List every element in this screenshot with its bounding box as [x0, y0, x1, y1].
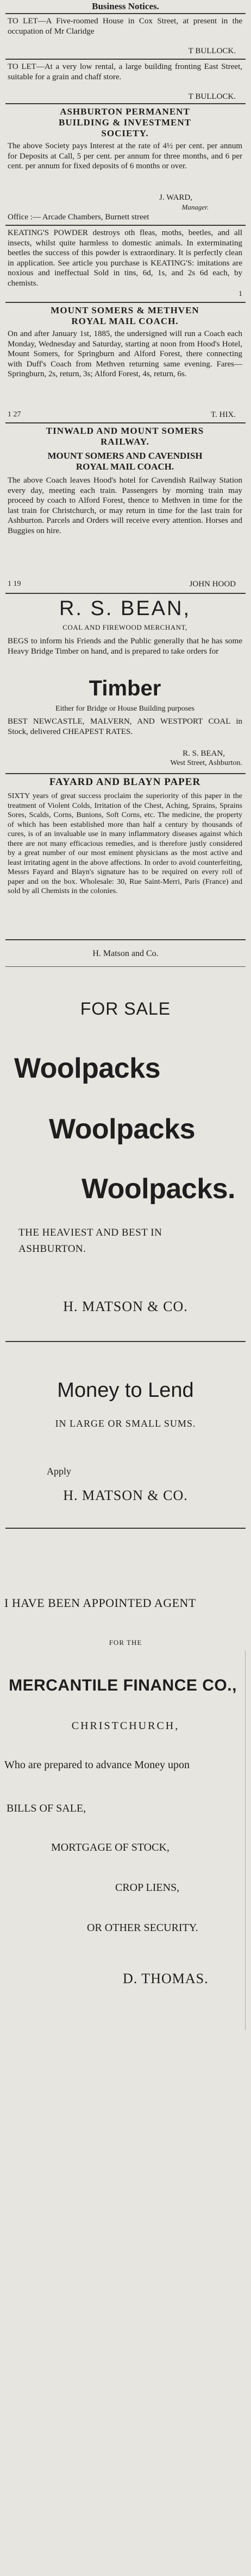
woolpacks-line-1: Woolpacks [14, 1053, 161, 1084]
ad-house-to-let-1 [8, 16, 242, 36]
divider [5, 103, 246, 104]
divider [5, 966, 246, 967]
fayard-title: FAYARD AND BLAYN PAPER [49, 776, 201, 788]
ad-text: TO LET—At a very low rental, a large building fronting East Street, suitable for a grain and chaff store. [8, 62, 242, 81]
agent-item-bills: BILLS OF SALE, [7, 1802, 86, 1814]
coach-title: MOUNT SOMERS & METHVEN [51, 305, 199, 315]
ad-number: 1 19 [8, 580, 21, 588]
money-apply: Apply [47, 1466, 71, 1477]
divider [5, 773, 246, 774]
money-signature: H. MATSON & CO. [63, 1488, 188, 1503]
bean-text: BEGS to inform his Friends and the Public generally that he has some Heavy Bridge Timber on hand, and is prepared to take orders for [8, 637, 242, 656]
ad-text: TO LET—A Five-roomed House in Cox Street, at present in the occupation of Mr Claridge [8, 17, 242, 36]
coach-title-2: ROYAL MAIL COACH. [71, 316, 179, 326]
agent-place: CHRISTCHURCH, [71, 1720, 180, 1732]
divider [5, 939, 246, 940]
agent-item-mortgage: MORTGAGE OF STOCK, [51, 1841, 170, 1853]
ad-house-to-let-2 [8, 62, 242, 82]
ad-number: 1 [239, 290, 242, 298]
tinwald-text: The above Coach leaves Hood's hotel for Cavendish Railway Station every day, meeting each train. Passengers by morning train may proceed by coach to Alford Forest, thence to Methven in time for the last train for Christchurch, or may return in time for the last train for Ashburton. Parcels and Orders will receive every attention. Horses and Buggies on hire. [8, 476, 242, 535]
agent-line: I HAVE BEEN APPOINTED AGENT [4, 1596, 196, 1610]
page-edge-mark [245, 1650, 250, 2030]
ad-signature: T BULLOCK. [188, 47, 236, 55]
divider [5, 225, 246, 226]
ad-signature: T. HIX. [211, 410, 236, 419]
ad-signature-role: Manager. [181, 203, 209, 211]
divider [5, 1341, 246, 1342]
money-to-lend-title: Money to Lend [57, 1379, 194, 1402]
agent-item-other: OR OTHER SECURITY. [87, 1922, 198, 1934]
building-society-title-3: SOCIETY. [101, 128, 149, 138]
money-sub: IN LARGE OR SMALL SUMS. [55, 1418, 196, 1429]
bean-timber: Timber [89, 676, 161, 700]
for-sale-heading: FOR SALE [80, 999, 171, 1018]
section-title: Business Notices. [92, 1, 159, 11]
office-address: Office :— Arcade Chambers, Burnett street [8, 213, 149, 221]
agent-signature: D. THOMAS. [123, 1971, 209, 1986]
divider [5, 1528, 246, 1529]
agent-for-the: FOR THE [109, 1638, 142, 1647]
ad-keatings-powder: KEATING'S POWDER destroys oth fleas, moths, beetles, and all insects, whilst quite harmless to domestic animals. In exterminating beetles the success of this powder is extraordinary. It is perfectly clean in application. See article you purchase is KEATING'S: imitations are noxious and ineffectual Sold in tins, 6d, 1s, and 2s 6d each, by chemists. [8, 229, 242, 288]
agent-item-crop: CROP LIENS, [115, 1882, 180, 1894]
bean-coal: BEST NEWCASTLE, MALVERN, AND WESTPORT COAL in Stock, delivered CHEAPEST RATES. [8, 717, 242, 736]
ad-signature: R. S. BEAN, [183, 749, 225, 758]
bean-title: R. S. BEAN, [59, 597, 191, 620]
heaviest-text: THE HEAVIEST AND BEST IN [18, 1227, 162, 1238]
agent-prepared: Who are prepared to advance Money upon [4, 1759, 190, 1771]
bean-either: Either for Bridge or House Building purposes [55, 705, 194, 713]
ad-signature: J. WARD, [159, 193, 192, 202]
heaviest-text-2: ASHBURTON. [18, 1243, 86, 1255]
divider [5, 422, 246, 423]
divider [5, 302, 246, 303]
matson-signature: H. MATSON & CO. [63, 1299, 188, 1314]
tinwald-title-4: ROYAL MAIL COACH. [76, 461, 174, 472]
ad-signature-address: West Street, Ashburton. [170, 759, 242, 767]
divider [5, 59, 246, 60]
matson-header: H. Matson and Co. [92, 949, 159, 958]
ad-number: 1 27 [8, 410, 21, 419]
tinwald-title-2: RAILWAY. [101, 436, 149, 447]
tinwald-title: TINWALD AND MOUNT SOMERS [46, 426, 204, 436]
tinwald-title-3: MOUNT SOMERS AND CAVENDISH [47, 451, 203, 461]
woolpacks-line-2: Woolpacks [49, 1113, 196, 1145]
building-society-title-2: BUILDING & INVESTMENT [59, 117, 191, 128]
bean-subtitle: COAL AND FIREWOOD MERCHANT, [62, 623, 187, 631]
building-society-title: ASHBURTON PERMANENT [60, 106, 190, 117]
coach-text: On and after January 1st, 1885, the undersigned will run a Coach each Monday, Wednesday and Saturday, starting at noon from Hood's Hotel, Mount Somers, for Springburn and Alford Forest, there connecting with Duff's Coach from Methven returning same evening. Fares—Springburn, 2s, return, 3s; Alford Forest, 4s, return, 6s. [8, 330, 242, 378]
ad-signature: JOHN HOOD [189, 580, 236, 588]
divider [5, 593, 246, 594]
building-society-text: The above Society pays Interest at the rate of 4½ per cent. per annum for Deposits at Call, 5 per cent. per annum for three months, and 6 per cent. per annum for fixed deposits of 6 months or over. [8, 142, 242, 170]
ad-signature: T BULLOCK. [188, 92, 236, 101]
agent-company: MERCANTILE FINANCE CO., [9, 1676, 237, 1694]
divider [5, 13, 246, 14]
woolpacks-line-3: Woolpacks. [81, 1173, 236, 1205]
fayard-text: SIXTY years of great success proclaim the superiority of this paper in the treatment of Violent Colds, Irritation of the Chest, Aching, Sprains, Sprains Sores, Scalds, Corns, Bunions, Soft Corns, etc. The medicine, the property of which has been established more than half a century by thousands of cures, is of an invaluable use in many inflammatory diseases against which there are not many efficacious remedies, and is therefore justly considered by a great number of our most eminent physicians as the most active and least irritating agent in the above affections. In order to avoid counterfeiting, Messrs Fayard and Blayn's signature has to be required on every roll of paper and on the box. Wholesale: 30, Rue Saint-Merri, Paris (France) and sold by all Chemists in the colonies. [8, 792, 242, 895]
